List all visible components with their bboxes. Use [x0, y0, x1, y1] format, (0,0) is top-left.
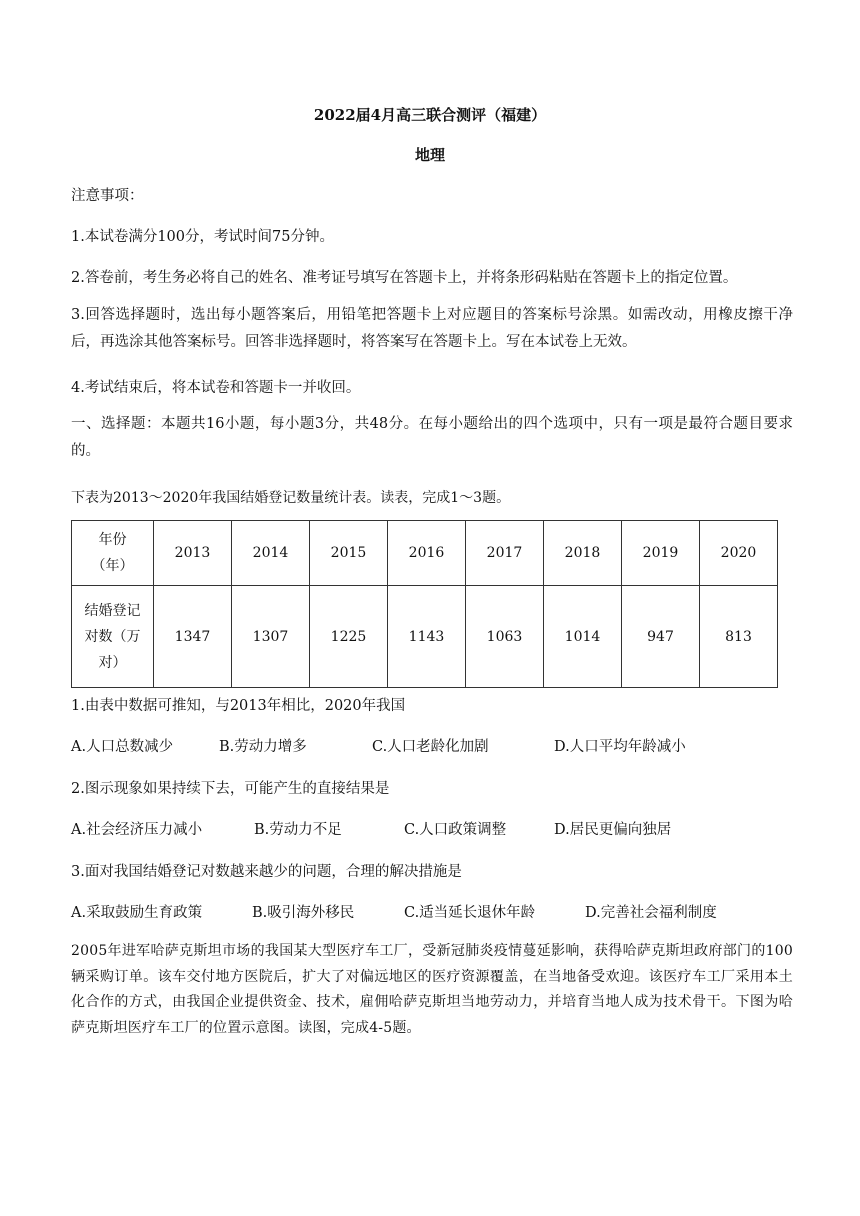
value-header-line2: 对数（万: [84, 628, 141, 645]
value-header-line1: 结婚登记: [84, 602, 141, 619]
question-1-option-d: D.人口平均年龄减小: [554, 739, 686, 755]
question-1-stem: 1.由表中数据可推知，与2013年相比，2020年我国: [71, 698, 406, 714]
value-cell: 1063: [466, 586, 544, 688]
question-2-option-c: C.人口政策调整: [404, 822, 507, 838]
question-1-option-c: C.人口老龄化加剧: [372, 739, 489, 755]
year-header-line2: （年）: [91, 558, 134, 574]
year-header-line1: 年份: [98, 532, 127, 548]
question-3-option-b: B.吸引海外移民: [252, 905, 355, 921]
table-row-years: [72, 521, 778, 586]
question-3-option-a: A.采取鼓励生育政策: [71, 905, 203, 921]
question-3-option-d: D.完善社会福利制度: [585, 905, 717, 921]
year-cell: 2017: [466, 521, 544, 586]
table-intro: 下表为2013～2020年我国结婚登记数量统计表。读表，完成1～3题。: [71, 490, 511, 506]
year-cell: 2015: [310, 521, 388, 586]
notice-item-1: 1.本试卷满分100分，考试时间75分钟。: [71, 229, 334, 245]
year-cell: 2018: [544, 521, 622, 586]
value-header-line3: 对）: [98, 654, 127, 671]
marriage-registration-table: [71, 520, 778, 688]
question-3-stem: 3.面对我国结婚登记对数越来越少的问题，合理的解决措施是: [71, 864, 462, 880]
value-cell: 1225: [310, 586, 388, 688]
notice-heading: 注意事项：: [71, 188, 144, 204]
table-row-values: [72, 586, 778, 688]
year-cell: 2020: [700, 521, 778, 586]
value-cell: 1307: [232, 586, 310, 688]
year-cell: 2014: [232, 521, 310, 586]
exam-title: 2022届4月高三联合测评（福建）: [313, 106, 547, 124]
question-1-option-a: A.人口总数减少: [71, 739, 174, 755]
question-2-option-b: B.劳动力不足: [254, 822, 342, 838]
value-cell: 947: [622, 586, 700, 688]
year-cell: 2013: [154, 521, 232, 586]
value-cell: 1014: [544, 586, 622, 688]
year-cell: 2016: [388, 521, 466, 586]
value-cell: 1347: [154, 586, 232, 688]
question-1-option-b: B.劳动力增多: [219, 739, 307, 755]
value-cell: 1143: [388, 586, 466, 688]
value-header-cell: [72, 586, 154, 688]
section-intro: 一、选择题：本题共16小题，每小题3分，共48分。在每小题给出的四个选项中，只有一项是最符合题目要求的。: [71, 416, 793, 459]
passage-medical-vehicle-factory: 2005年进军哈萨克斯坦市场的我国某大型医疗车工厂，受新冠肺炎疫情蔓延影响，获得哈萨克斯坦政府部门的100辆采购订单。该车交付地方医院后，扩大了对偏远地区的医疗资源覆盖，在当地备受欢迎。该医疗车工厂采用本土化合作的方式，由我国企业提供资金、技术，雇佣哈萨克斯坦当地劳动力，并培育当地人成为技术骨干。下图为哈萨克斯坦医疗车工厂的位置示意图。读图，完成4-5题。: [71, 943, 793, 1036]
year-header-cell: [72, 521, 154, 586]
notice-item-2: 2.答卷前，考生务必将自己的姓名、准考证号填写在答题卡上，并将条形码粘贴在答题卡上的指定位置。: [71, 270, 738, 286]
question-2-option-a: A.社会经济压力减小: [71, 822, 203, 838]
question-3-option-c: C.适当延长退休年龄: [404, 905, 536, 921]
subject-title: 地理: [414, 146, 445, 164]
notice-item-4: 4.考试结束后，将本试卷和答题卡一并收回。: [71, 380, 361, 396]
question-2-option-d: D.居民更偏向独居: [554, 822, 672, 838]
value-cell: 813: [700, 586, 778, 688]
question-2-stem: 2.图示现象如果持续下去，可能产生的直接结果是: [71, 781, 390, 797]
year-cell: 2019: [622, 521, 700, 586]
notice-item-3: 3.回答选择题时，选出每小题答案后，用铅笔把答题卡上对应题目的答案标号涂黑。如需改动，用橡皮擦干净后，再选涂其他答案标号。回答非选择题时，将答案写在答题卡上。写在本试卷上无效。: [71, 307, 793, 350]
